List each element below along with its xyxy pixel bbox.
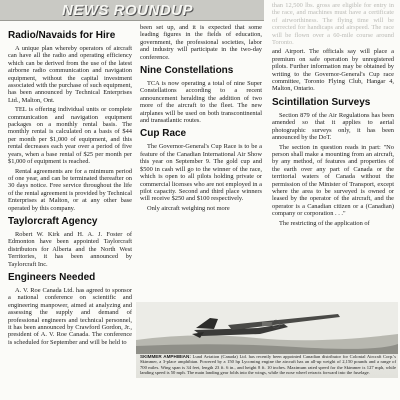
heading-nine-constellations: Nine Constellations	[140, 65, 234, 77]
caption-lead: SKIMMER AMPHIBIAN:	[140, 354, 191, 359]
paragraph: A. V. Roe Canada Ltd. has agreed to sponsor a national conference on scientific and engineering manpower, aimed at analyzing and assessing the supply and demand of professional engineers and technical personnel, it has been announced by Crawford Gordon, Jr., president of A. V. Roe Canada. The conference is scheduled for September and will be held to	[8, 286, 132, 346]
paragraph: Only aircraft weighing not more	[147, 204, 230, 212]
paragraph: The restricting of the application of	[279, 219, 370, 227]
heading-cup-race: Cup Race	[140, 128, 187, 140]
column-right	[272, 2, 394, 302]
paragraph: been set up, and it is expected that some leading figures in the fields of education, government, the professional societies, labor and industry will participate in the two-day conference.	[140, 24, 262, 61]
banner-title: NEWS ROUNDUP	[62, 2, 194, 19]
heading-taylorcraft-agency: Taylorcraft Agency	[8, 215, 98, 227]
paragraph: Robert W. Kirk and H. A. J. Foster of Edmonton have been appointed Taylorcraft distributors for Alberta and the North West Territories, it has been announced by Taylorcraft Inc.	[8, 230, 132, 268]
column-middle	[140, 24, 262, 304]
paragraph: A unique plan whereby operators of aircraft can have all the radio and operating efficiency which can be derived from the use of the latest airborne radio communication and navigation equipment, without the capital investment associated with the purchase of such equipment, has been announced by Technical Enterprises Ltd., Malton, Ont.	[8, 45, 132, 104]
paragraph: The section in question reads in part: "No person shall make a mounting from an aircraft, by any method, of features and properties of the earth over any part of Canada or the territorial waters of Canada without the permission of the Minister of Transport, except where the area to be surveyed is owned or leased by the operator of the aircraft, and the operator is a Canadian citizen or a (Canadian) company or corporation . . ."	[272, 143, 394, 218]
paragraph: Section 879 of the Air Regulations has been amended so that it applies to aerial photographic surveys only, it has been announced by the DoT.	[272, 111, 394, 142]
heading-radio-navaids: Radio/Navaids for Hire	[8, 30, 116, 41]
paragraph: TEL is offering individual units or complete communication and navigation equipment packages on a monthly rental basis. The monthly rental is calculated on a basis of $44 per month per $1,000 of equipment, and this rental decreases each year over a period of five years, when a base rental of $25 per month per $1,000 of equipment is reached.	[8, 106, 132, 166]
caption-text: Lund Aviation (Canada) Ltd. has recently been appointed Canadian distributor for Colonial Aircraft Corp.'s Skimmer, a 3-place amphibian. Powered by a 150 hp Lycoming engine the aircraft has an all-up weight of 2,150 pounds and a range of 700 miles. Wing span is 34 feet, length 23 ft. 6 in., and height 8 ft. 10 inches. Maximum rated speed for the Skimmer is 127 mph, while landing speed is 50 mph. The main landing gear folds into the wings, while the nose wheel retracts forward into the fuselage.	[140, 354, 397, 376]
column-left	[8, 26, 132, 398]
photo-caption	[140, 354, 396, 376]
paragraph: The Governor-General's Cup Race is to be a feature of the Canadian International Air Show this year on September 9. The gold cup and $500 in cash will go to the winner of the race, which is open to all pilots holding private or commercial licenses who are not employed in a pilot capacity. Second and third place winners will receive $250 and $100 respectively.	[140, 143, 262, 203]
paragraph: Rental agreements are for a minimum period of one year, and can be terminated thereafter on 30 days notice. Free service throughout the life of the rental agreement is provided by Technical Enterprises at Malton, or at any other base operated by this company.	[8, 167, 132, 212]
paragraph-faded: than 12,500 lbs. gross are eligible for entry in the race, and machines must have a certificate of airworthiness. The flying time will be corrected for handicaps and airspeed. The race will be flown over a 60-mile course around Toronto.	[272, 2, 394, 47]
news-roundup-banner	[0, 0, 264, 21]
heading-scintillation-surveys: Scintillation Surveys	[272, 96, 371, 108]
paragraph: and Airport. The officials say will place a premium on safe operation by unregistered pilots. Further information may be obtained by writing to the Governor-General's Cup race committee, Toronto Flying Club, Hangar 4, Malton, Ontario.	[272, 48, 394, 93]
heading-engineers-needed: Engineers Needed	[8, 271, 96, 283]
amphibian-aircraft-illustration	[136, 302, 398, 354]
paragraph: TCA is now operating a total of nine Super Constellations according to a recent announcement heralding the addition of two more of the aircraft to the fleet. The new airplanes will be used on both transcontinental and transatlantic routes.	[140, 80, 262, 125]
